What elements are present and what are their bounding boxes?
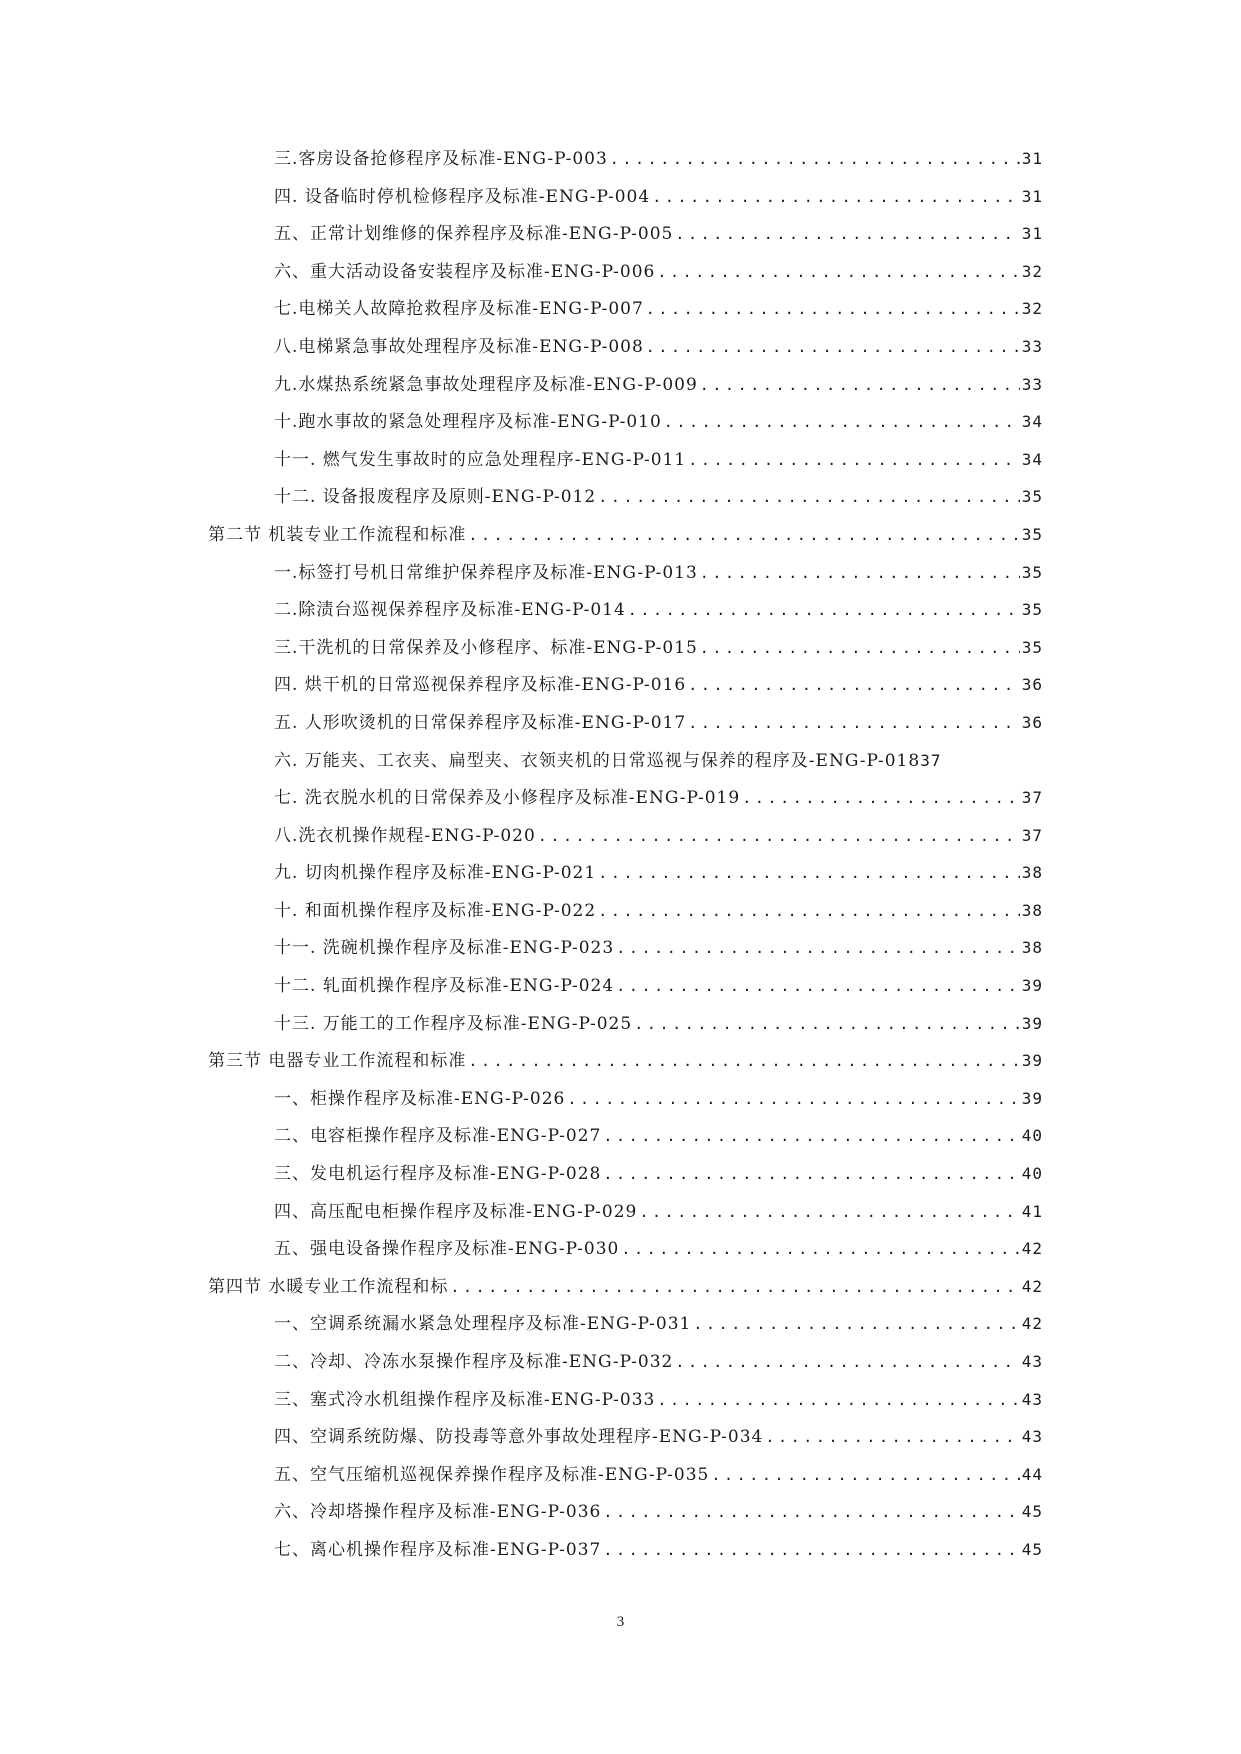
toc-entry-title: 十. 和面机操作程序及标准-ENG-P-022: [274, 900, 597, 921]
toc-dot-leader: [711, 1464, 1019, 1486]
toc-entry-title: 十一. 洗碗机操作程序及标准-ENG-P-023: [274, 938, 615, 959]
toc-entry-title: 第三节 电器专业工作流程和标准: [208, 1051, 467, 1072]
toc-dot-leader: [610, 148, 1020, 170]
toc-page-number: 40: [1021, 1164, 1043, 1184]
toc-entry-title: 五、空气压缩机巡视保养操作程序及标准-ENG-P-035: [274, 1464, 710, 1485]
toc-page-number: 35: [1021, 562, 1043, 582]
toc-dot-leader: [603, 1501, 1019, 1523]
toc-dot-leader: [765, 1426, 1019, 1448]
toc-dot-leader: [468, 524, 1019, 546]
toc-entry[interactable]: [0, 975, 1241, 1013]
toc-page-number: 37: [920, 750, 942, 770]
toc-page-number: 35: [1021, 487, 1043, 507]
toc-page-number: 36: [1021, 675, 1043, 695]
toc-entry-title: 四. 设备临时停机检修程序及标准-ENG-P-004: [274, 186, 651, 207]
toc-page-number: 35: [1021, 600, 1043, 620]
toc-entry[interactable]: [0, 1088, 1241, 1126]
toc-dot-leader: [657, 1389, 1019, 1411]
toc-page-number: 39: [1021, 1051, 1043, 1071]
toc-entry-title: 九. 切肉机操作程序及标准-ENG-P-021: [274, 863, 597, 884]
toc-entry-title: 十三. 万能工的工作程序及标准-ENG-P-025: [274, 1013, 633, 1034]
toc-page-number: 33: [1021, 336, 1043, 356]
toc-page-number: 39: [1021, 1088, 1043, 1108]
toc-dot-leader: [634, 1013, 1020, 1035]
toc-page-number: 43: [1021, 1389, 1043, 1409]
toc-dot-leader: [603, 1125, 1019, 1147]
toc-dot-leader: [450, 1276, 1019, 1298]
toc-entry-title: 七.电梯关人故障抢救程序及标准-ENG-P-007: [274, 299, 644, 320]
toc-entry-title: 五、强电设备操作程序及标准-ENG-P-030: [274, 1239, 620, 1260]
toc-entry[interactable]: [0, 374, 1241, 412]
toc-page-number: 42: [1021, 1239, 1043, 1259]
toc-dot-leader: [675, 223, 1019, 245]
toc-entry-title: 二、冷却、冷冻水泵操作程序及标准-ENG-P-032: [274, 1352, 674, 1372]
toc-entry-title: 七、离心机操作程序及标准-ENG-P-037: [274, 1539, 602, 1560]
toc-dot-leader: [700, 374, 1020, 396]
toc-entry-title: 一、空调系统漏水紧急处理程序及标准-ENG-P-031: [274, 1314, 692, 1335]
toc-entry-title: 六、重大活动设备安装程序及标准-ENG-P-006: [274, 261, 656, 282]
toc-dot-leader: [657, 261, 1019, 283]
toc-page-number: 39: [1021, 976, 1043, 996]
toc-entry[interactable]: [0, 562, 1241, 600]
toc-entry-title: 二、电容柜操作程序及标准-ENG-P-027: [274, 1126, 602, 1147]
toc-dot-leader: [646, 336, 1020, 358]
toc-entry-title: 五. 人形吹烫机的日常保养程序及标准-ENG-P-017: [274, 712, 687, 733]
toc-section-heading[interactable]: [0, 1276, 1241, 1314]
toc-entry-title: 四. 烘干机的日常巡视保养程序及标准-ENG-P-016: [274, 675, 687, 696]
toc-entry[interactable]: [0, 411, 1241, 449]
toc-entry-title: 四、空调系统防爆、防投毒等意外事故处理程序-ENG-P-034: [274, 1427, 764, 1448]
toc-dot-leader: [468, 1050, 1019, 1072]
toc-dot-leader: [567, 1088, 1019, 1110]
toc-entry-title: 十二. 设备报废程序及原则-ENG-P-012: [274, 487, 597, 508]
toc-entry[interactable]: [0, 937, 1241, 975]
toc-entry-title: 三、塞式冷水机组操作程序及标准-ENG-P-033: [274, 1389, 656, 1410]
toc-page-number: 32: [1021, 261, 1043, 281]
toc-page-number: 43: [1021, 1352, 1043, 1371]
toc-dot-leader: [538, 825, 1020, 847]
toc-entry-title: 六、冷却塔操作程序及标准-ENG-P-036: [274, 1502, 602, 1523]
toc-entry[interactable]: [0, 1013, 1241, 1051]
toc-dot-leader: [688, 674, 1020, 696]
toc-entry[interactable]: [0, 712, 1241, 750]
toc-entry[interactable]: [0, 148, 1241, 186]
toc-entry[interactable]: [0, 486, 1241, 524]
toc-page-number: 33: [1021, 374, 1043, 394]
toc-dot-leader: [675, 1351, 1019, 1373]
toc-entry-title: 五、正常计划维修的保养程序及标准-ENG-P-005: [274, 224, 674, 245]
toc-entry[interactable]: [0, 599, 1241, 637]
toc-dot-leader: [664, 411, 1020, 433]
toc-entry[interactable]: [0, 900, 1241, 938]
toc-page-number: 42: [1021, 1314, 1043, 1334]
toc-page-number: 38: [1021, 900, 1043, 920]
toc-dot-leader: [688, 712, 1020, 734]
toc-page-number: 43: [1021, 1427, 1043, 1447]
toc-entry[interactable]: [0, 186, 1241, 224]
toc-entry[interactable]: [0, 674, 1241, 712]
toc-dot-leader: [700, 637, 1020, 659]
toc-entry[interactable]: [0, 261, 1241, 299]
toc-dot-leader: [603, 1163, 1019, 1185]
toc-entry-title: 三.干洗机的日常保养及小修程序、标准-ENG-P-015: [274, 637, 698, 658]
toc-entry[interactable]: [0, 1125, 1241, 1163]
toc-entry[interactable]: [0, 825, 1241, 863]
toc-entry-title: 十二. 轧面机操作程序及标准-ENG-P-024: [274, 976, 615, 997]
toc-page-number: 41: [1021, 1201, 1043, 1221]
toc-dot-leader: [603, 1539, 1019, 1561]
toc-page-number: 31: [1021, 149, 1043, 168]
page-number: 3: [616, 1614, 625, 1630]
toc-page-number: 45: [1021, 1539, 1043, 1559]
toc-page-number: 37: [1021, 788, 1043, 808]
toc-entry[interactable]: [0, 1389, 1241, 1427]
toc-page-number: 40: [1021, 1126, 1043, 1146]
toc-entry-title: 八.洗衣机操作规程-ENG-P-020: [274, 825, 536, 846]
toc-entry-title: 第二节 机装专业工作流程和标准: [208, 524, 467, 545]
toc-page-number: 37: [1021, 825, 1043, 845]
toc-entry[interactable]: [0, 336, 1241, 374]
toc-entry-title: 十.跑水事故的紧急处理程序及标准-ENG-P-010: [274, 412, 662, 433]
toc-dot-leader: [598, 900, 1020, 922]
toc-page-number: 44: [1021, 1464, 1043, 1484]
toc-dot-leader: [700, 562, 1020, 584]
toc-page-number: 35: [1021, 637, 1043, 657]
toc-entry[interactable]: [0, 1464, 1241, 1502]
toc-dot-leader: [621, 1238, 1019, 1260]
toc-dot-leader: [639, 1201, 1019, 1223]
toc-entry[interactable]: [0, 449, 1241, 487]
toc-dot-leader: [598, 862, 1020, 884]
toc-entry-title: 一.标签打号机日常维护保养程序及标准-ENG-P-013: [274, 562, 698, 583]
toc-entry[interactable]: [0, 1201, 1241, 1239]
toc-entry-title: 七. 洗衣脱水机的日常保养及小修程序及标准-ENG-P-019: [274, 788, 741, 809]
toc-entry[interactable]: [0, 1501, 1241, 1539]
toc-page-number: 31: [1021, 224, 1043, 244]
toc-entry[interactable]: [0, 1163, 1241, 1201]
toc-page-number: 34: [1021, 412, 1043, 432]
table-of-contents: [0, 148, 1241, 1577]
toc-page-number: 38: [1021, 938, 1043, 958]
toc-entry[interactable]: [0, 1238, 1241, 1276]
toc-entry-title: 三.客房设备抢修程序及标准-ENG-P-003: [274, 149, 608, 169]
toc-entry-title: 四、高压配电柜操作程序及标准-ENG-P-029: [274, 1201, 638, 1222]
toc-page-number: 42: [1021, 1276, 1043, 1296]
toc-entry[interactable]: [0, 750, 1241, 788]
toc-entry[interactable]: [0, 1313, 1241, 1351]
toc-entry[interactable]: [0, 1539, 1241, 1577]
toc-section-heading[interactable]: [0, 1050, 1241, 1088]
toc-entry[interactable]: [0, 223, 1241, 261]
toc-dot-leader: [652, 186, 1020, 208]
toc-entry-title: 八.电梯紧急事故处理程序及标准-ENG-P-008: [274, 336, 644, 357]
toc-page-number: 35: [1021, 524, 1043, 544]
toc-page-number: 31: [1021, 186, 1043, 206]
toc-dot-leader: [688, 449, 1020, 471]
toc-page-number: 32: [1021, 299, 1043, 319]
toc-dot-leader: [616, 975, 1020, 997]
toc-page-number: 45: [1021, 1502, 1043, 1522]
toc-entry[interactable]: [0, 1351, 1241, 1389]
toc-page-number: 34: [1021, 449, 1043, 469]
toc-page-number: 36: [1021, 712, 1043, 732]
toc-entry[interactable]: [0, 637, 1241, 675]
toc-section-heading[interactable]: [0, 524, 1241, 562]
toc-entry[interactable]: [0, 787, 1241, 825]
toc-page-number: 39: [1021, 1013, 1043, 1033]
toc-dot-leader: [616, 937, 1020, 959]
toc-dot-leader: [693, 1313, 1019, 1335]
toc-entry-title: 第四节 水暖专业工作流程和标: [208, 1276, 449, 1297]
toc-dot-leader: [598, 486, 1020, 508]
toc-entry[interactable]: [0, 862, 1241, 900]
toc-page-number: 38: [1021, 863, 1043, 883]
toc-entry[interactable]: [0, 1426, 1241, 1464]
toc-entry-title: 六. 万能夹、工衣夹、扁型夹、衣领夹机的日常巡视与保养的程序及-ENG-P-018: [274, 750, 921, 771]
toc-entry-title: 三、发电机运行程序及标准-ENG-P-028: [274, 1164, 602, 1185]
toc-dot-leader: [742, 787, 1020, 809]
toc-entry-title: 九.水煤热系统紧急事故处理程序及标准-ENG-P-009: [274, 374, 698, 395]
toc-entry[interactable]: [0, 298, 1241, 336]
toc-dot-leader: [628, 599, 1020, 621]
toc-dot-leader: [646, 298, 1020, 320]
toc-entry-title: 十一. 燃气发生事故时的应急处理程序-ENG-P-011: [274, 449, 687, 470]
toc-entry-title: 一、柜操作程序及标准-ENG-P-026: [274, 1088, 566, 1109]
toc-entry-title: 二.除渍台巡视保养程序及标准-ENG-P-014: [274, 600, 626, 621]
